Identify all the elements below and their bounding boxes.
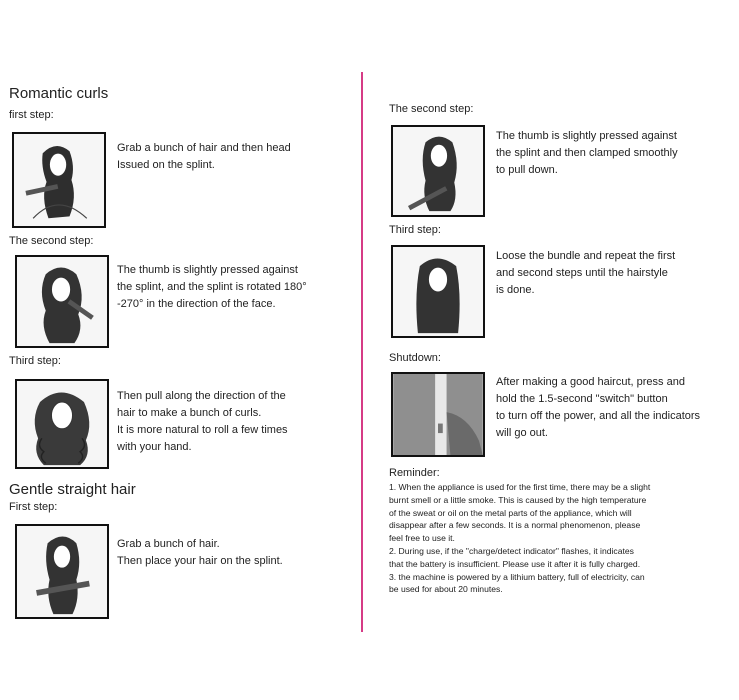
- text-line: -270° in the direction of the face.: [117, 298, 276, 310]
- text-line: Issued on the splint.: [117, 159, 215, 171]
- text-line: will go out.: [496, 427, 548, 439]
- romantic-step3-text: [117, 388, 288, 456]
- straight-step1-text: [117, 536, 283, 570]
- reminder-line: 2. During use, if the "charge/detect indicator" flashes, it indicates: [389, 545, 634, 556]
- step-label: First step:: [9, 501, 58, 513]
- text-line: and second steps until the hairstyle: [496, 267, 668, 279]
- reminder-line: feel free to use it.: [389, 533, 455, 544]
- illustration-woman-holding-straightener: [12, 132, 106, 228]
- illustration-woman-rotating-splint: [15, 255, 109, 348]
- reminder-text: [389, 481, 650, 596]
- section-title-romantic-curls: Romantic curls: [9, 85, 109, 102]
- romantic-step2-text: [117, 262, 307, 313]
- text-line: Then pull along the direction of the: [117, 390, 286, 402]
- reminder-line: 1. When the appliance is used for the first time, there may be a slight: [389, 482, 651, 492]
- illustration-woman-with-curls: [15, 379, 109, 469]
- text-line: with your hand.: [117, 441, 192, 453]
- step-label: Third step:: [389, 224, 441, 236]
- text-line: Grab a bunch of hair and then head: [117, 142, 291, 154]
- step-label: Third step:: [9, 355, 61, 367]
- text-line: Then place your hair on the splint.: [117, 555, 283, 567]
- step-label: first step:: [9, 109, 54, 121]
- text-line: It is more natural to roll a few times: [117, 424, 288, 436]
- text-line: hair to make a bunch of curls.: [117, 407, 262, 419]
- text-line: the splint and then clamped smoothly: [496, 147, 678, 159]
- text-line: to turn off the power, and all the indicators: [496, 410, 701, 422]
- reminder-line: disappear after a few seconds. It is a normal phenomenon, please: [389, 520, 641, 531]
- shutdown-text: [496, 374, 700, 442]
- romantic-step1-text: [117, 140, 291, 174]
- step-label: The second step:: [389, 103, 474, 115]
- reminder-line: 3. the machine is powered by a lithium battery, full of electricity, can: [389, 571, 645, 582]
- text-line: The thumb is slightly pressed against: [117, 264, 298, 276]
- reminder-line: burnt smell or a little smoke. This is caused by the high temperature: [389, 494, 647, 505]
- text-line: the splint, and the splint is rotated 180°: [117, 281, 307, 293]
- text-line: After making a good haircut, press and: [496, 376, 685, 388]
- text-line: to pull down.: [496, 164, 558, 176]
- step-label: Shutdown:: [389, 352, 441, 364]
- text-line: Grab a bunch of hair.: [117, 538, 220, 550]
- illustration-hand-pressing-switch: [391, 372, 485, 457]
- illustration-woman-placing-hair-on-splint: [15, 524, 109, 619]
- reminder-line: that the battery is insufficient. Please use it after it is fully charged.: [389, 558, 641, 569]
- illustration-woman-clamping-splint: [391, 125, 485, 217]
- reminder-line: be used for about 20 minutes.: [389, 584, 503, 595]
- right-step3-text: [496, 248, 675, 299]
- step-label: The second step:: [9, 235, 94, 247]
- text-line: Loose the bundle and repeat the first: [496, 250, 676, 262]
- illustration-woman-straight-hair: [391, 245, 485, 338]
- text-line: is done.: [496, 284, 535, 296]
- text-line: The thumb is slightly pressed against: [496, 130, 677, 142]
- reminder-line: of the sweat or oil on the metal parts of the appliance, which will: [389, 507, 632, 518]
- section-title-gentle-straight-hair: Gentle straight hair: [9, 481, 136, 498]
- column-divider: [361, 72, 363, 632]
- right-step2-text: [496, 128, 678, 179]
- text-line: hold the 1.5-second "switch" button: [496, 393, 668, 405]
- reminder-label: Reminder:: [389, 467, 440, 479]
